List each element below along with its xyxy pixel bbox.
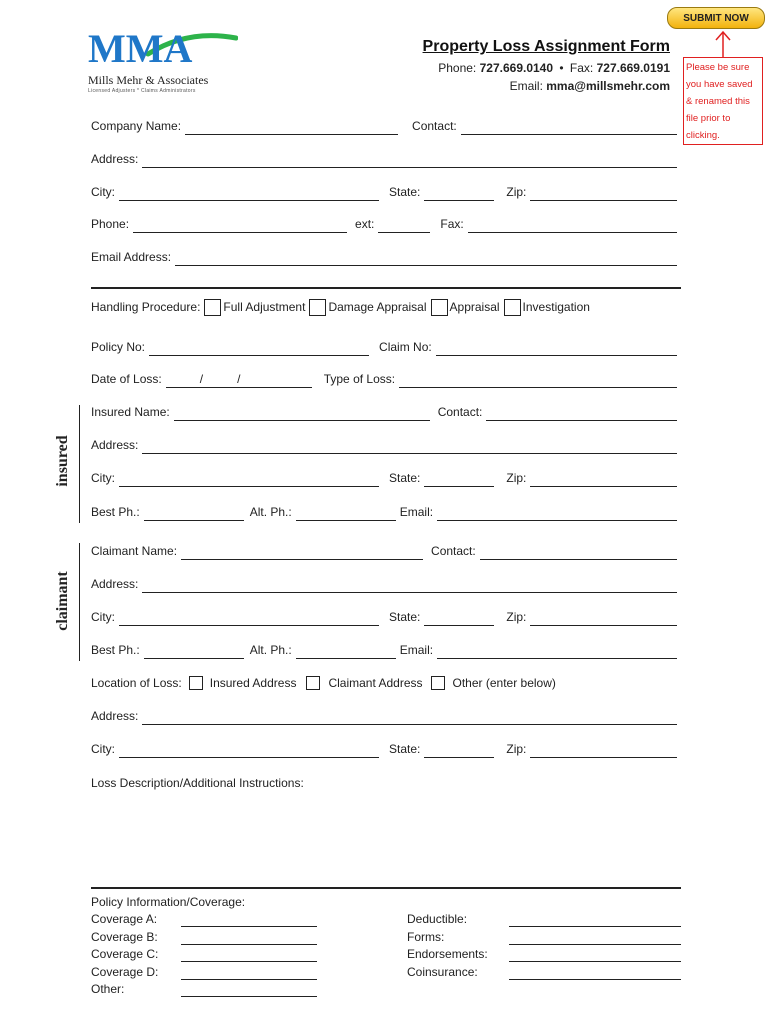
fax-label: Fax: xyxy=(569,61,594,75)
company-email-field[interactable] xyxy=(175,251,677,266)
company-fax-label: Fax: xyxy=(440,217,464,231)
claimant-name-label: Claimant Name: xyxy=(91,544,178,558)
coinsurance-label: Coinsurance: xyxy=(407,965,478,979)
insured-alt-phone-field[interactable] xyxy=(296,506,396,521)
policy-no-field[interactable] xyxy=(149,341,369,356)
type-of-loss-field[interactable] xyxy=(399,373,677,388)
company-phone-label: Phone: xyxy=(91,217,130,231)
claimant-state-field[interactable] xyxy=(424,611,494,626)
location-of-loss-label: Location of Loss: xyxy=(91,676,182,690)
insured-alt-phone-label: Alt. Ph.: xyxy=(249,505,292,519)
company-address-label: Address: xyxy=(91,152,139,166)
location-address-label: Address: xyxy=(91,709,139,723)
coinsurance-field[interactable] xyxy=(509,978,681,980)
location-city-field[interactable] xyxy=(119,743,379,758)
handling-procedure-label: Handling Procedure: xyxy=(91,300,201,314)
date-of-loss-label: Date of Loss: xyxy=(91,372,162,386)
coverage-a-field[interactable] xyxy=(181,925,317,927)
claimant-name-row xyxy=(91,542,681,560)
insured-address-field[interactable] xyxy=(142,439,677,454)
insured-state-label: State: xyxy=(389,471,421,485)
svg-text:MMA: MMA xyxy=(88,26,193,68)
email-label: Email: xyxy=(509,79,543,93)
location-state-field[interactable] xyxy=(424,743,494,758)
endorsements-label: Endorsements: xyxy=(407,947,488,961)
save-notice-text: Please be sure you have saved & renamed this file prior to clicking. xyxy=(686,62,753,141)
coverage-other-field[interactable] xyxy=(181,995,317,997)
endorsements-field[interactable] xyxy=(509,960,681,962)
location-city-label: City: xyxy=(91,742,115,756)
claimant-best-phone-field[interactable] xyxy=(144,644,244,659)
company-email-label: Email Address: xyxy=(91,250,172,264)
company-phone-row xyxy=(91,215,681,233)
claimant-phone-row xyxy=(91,641,681,659)
claimant-city-label: City: xyxy=(91,610,115,624)
forms-label: Forms: xyxy=(407,930,445,944)
claimant-email-label: Email: xyxy=(399,643,434,657)
full-adjustment-checkbox[interactable] xyxy=(204,299,221,316)
insured-side-label: insured xyxy=(54,435,71,487)
appraisal-label: Appraisal xyxy=(449,300,500,314)
loss-description-label: Loss Description/Additional Instructions: xyxy=(91,776,304,790)
claimant-address-field[interactable] xyxy=(142,578,677,593)
claim-no-label: Claim No: xyxy=(379,340,432,354)
company-city-row xyxy=(91,183,681,201)
insured-email-field[interactable] xyxy=(437,506,677,521)
email-address: mma@millsmehr.com xyxy=(546,79,670,93)
claimant-name-field[interactable] xyxy=(181,545,423,560)
location-address-field[interactable] xyxy=(142,710,677,725)
full-adjustment-label: Full Adjustment xyxy=(223,300,306,314)
policy-row xyxy=(91,338,681,356)
coverage-c-label: Coverage C: xyxy=(91,947,159,961)
claimant-zip-label: Zip: xyxy=(506,610,527,624)
company-logo xyxy=(88,24,238,96)
coverage-heading: Policy Information/Coverage: xyxy=(91,895,246,909)
company-zip-label: Zip: xyxy=(506,185,527,199)
coverage-b-label: Coverage B: xyxy=(91,930,158,944)
bullet-separator: • xyxy=(559,61,564,75)
insured-name-field[interactable] xyxy=(174,406,430,421)
coverage-other-label: Other: xyxy=(91,982,125,996)
fax-number: 727.669.0191 xyxy=(596,61,670,75)
insured-phone-row xyxy=(91,503,681,521)
coverage-c-field[interactable] xyxy=(181,960,317,962)
company-city-field[interactable] xyxy=(119,186,379,201)
claim-no-field[interactable] xyxy=(436,341,677,356)
date-of-loss-field[interactable] xyxy=(166,371,312,388)
claimant-best-phone-label: Best Ph.: xyxy=(91,643,140,657)
save-notice xyxy=(683,57,763,145)
insured-state-field[interactable] xyxy=(424,472,494,487)
insured-address-option-label: Insured Address xyxy=(209,676,297,690)
insured-city-field[interactable] xyxy=(119,472,379,487)
insured-best-phone-field[interactable] xyxy=(144,506,244,521)
claimant-alt-phone-field[interactable] xyxy=(296,644,396,659)
investigation-checkbox[interactable] xyxy=(504,299,521,316)
claimant-address-option-label: Claimant Address xyxy=(328,676,423,690)
submit-now-button[interactable] xyxy=(667,7,765,29)
company-fax-field[interactable] xyxy=(468,218,677,233)
claimant-zip-field[interactable] xyxy=(530,611,677,626)
company-ext-label: ext: xyxy=(355,217,375,231)
location-zip-field[interactable] xyxy=(530,743,677,758)
insured-city-label: City: xyxy=(91,471,115,485)
claimant-contact-label: Contact: xyxy=(431,544,476,558)
company-name-field[interactable] xyxy=(185,120,398,135)
insured-zip-label: Zip: xyxy=(506,471,527,485)
company-state-field[interactable] xyxy=(424,186,494,201)
date-slash: / xyxy=(237,372,241,386)
section-divider xyxy=(91,287,681,289)
insured-name-row xyxy=(91,403,681,421)
company-name-label: Company Name: xyxy=(91,119,182,133)
claimant-address-checkbox[interactable] xyxy=(306,676,320,690)
company-phone-field[interactable] xyxy=(133,218,347,233)
claimant-side-label: claimant xyxy=(54,571,71,631)
header-phone-fax xyxy=(438,61,670,75)
damage-appraisal-checkbox[interactable] xyxy=(309,299,326,316)
company-email-row xyxy=(91,248,681,266)
submit-now-label: SUBMIT NOW xyxy=(683,12,749,24)
location-city-row xyxy=(91,740,681,758)
date-slash: / xyxy=(199,372,204,386)
coverage-b-field[interactable] xyxy=(181,943,317,945)
coverage-d-label: Coverage D: xyxy=(91,965,159,979)
type-of-loss-label: Type of Loss: xyxy=(323,372,396,386)
claimant-city-field[interactable] xyxy=(119,611,379,626)
header-email xyxy=(510,79,670,93)
location-zip-label: Zip: xyxy=(506,742,527,756)
investigation-label: Investigation xyxy=(522,300,590,314)
insured-email-label: Email: xyxy=(399,505,434,519)
location-address-row xyxy=(91,707,681,725)
company-row xyxy=(91,117,681,135)
insured-contact-field[interactable] xyxy=(486,406,677,421)
insured-zip-field[interactable] xyxy=(530,472,677,487)
page-title: Property Loss Assignment Form xyxy=(422,38,670,55)
loss-description-field[interactable] xyxy=(91,794,681,882)
claimant-email-field[interactable] xyxy=(437,644,677,659)
other-location-option-label: Other (enter below) xyxy=(452,676,556,690)
company-contact-label: Contact: xyxy=(412,119,457,133)
handling-procedure-row xyxy=(91,297,681,317)
appraisal-checkbox[interactable] xyxy=(431,299,448,316)
deductible-label: Deductible: xyxy=(407,912,468,926)
insured-contact-label: Contact: xyxy=(437,405,483,419)
claimant-address-row xyxy=(91,575,681,593)
insured-address-checkbox[interactable] xyxy=(189,676,203,690)
insured-address-row xyxy=(91,436,681,454)
claimant-alt-phone-label: Alt. Ph.: xyxy=(249,643,292,657)
damage-appraisal-label: Damage Appraisal xyxy=(328,300,427,314)
company-ext-field[interactable] xyxy=(378,218,430,233)
arrow-up-icon xyxy=(713,30,733,58)
claimant-city-row xyxy=(91,608,681,626)
location-state-label: State: xyxy=(389,742,421,756)
coverage-d-field[interactable] xyxy=(181,978,317,980)
company-city-label: City: xyxy=(91,185,115,199)
other-location-checkbox[interactable] xyxy=(431,676,445,690)
company-contact-field[interactable] xyxy=(461,120,677,135)
phone-label: Phone: xyxy=(438,61,477,75)
date-of-loss-row xyxy=(91,370,681,388)
company-address-field[interactable] xyxy=(142,153,677,168)
insured-name-label: Insured Name: xyxy=(91,405,170,419)
company-address-row xyxy=(91,150,681,168)
insured-best-phone-label: Best Ph.: xyxy=(91,505,140,519)
insured-side-bar xyxy=(79,405,80,523)
location-of-loss-row xyxy=(91,674,681,692)
mma-logo-mark-icon xyxy=(88,24,238,68)
insured-address-label: Address: xyxy=(91,438,139,452)
logo-company-name: Mills Mehr & Associates xyxy=(88,73,209,87)
claimant-side-bar xyxy=(79,543,80,661)
insured-city-row xyxy=(91,469,681,487)
coverage-divider xyxy=(91,887,681,889)
claimant-contact-field[interactable] xyxy=(480,545,677,560)
claimant-state-label: State: xyxy=(389,610,421,624)
forms-field[interactable] xyxy=(509,943,681,945)
phone-number: 727.669.0140 xyxy=(479,61,554,75)
deductible-field[interactable] xyxy=(509,925,681,927)
logo-tagline: Licensed Adjusters * Claims Administrators xyxy=(88,88,196,94)
company-state-label: State: xyxy=(389,185,421,199)
policy-no-label: Policy No: xyxy=(91,340,146,354)
claimant-address-label: Address: xyxy=(91,577,139,591)
company-zip-field[interactable] xyxy=(530,186,677,201)
coverage-a-label: Coverage A: xyxy=(91,912,158,926)
